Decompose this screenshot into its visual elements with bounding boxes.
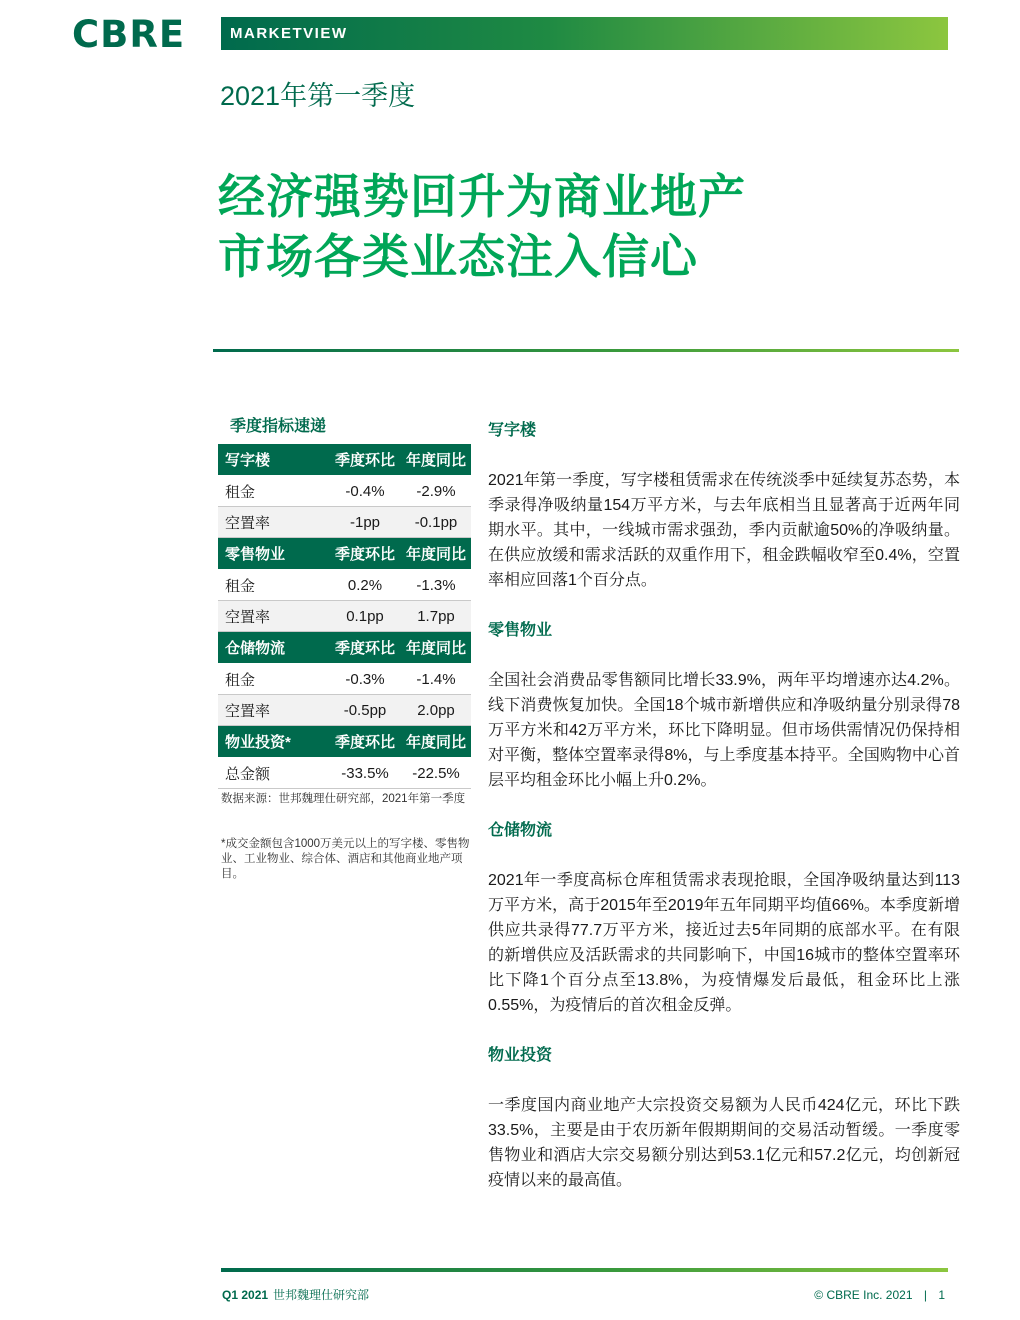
section-body-retail: 全国社会消费品零售额同比增长33.9%，两年平均增速亦达4.2%。线下消费恢复加快。全国18个城市新增供应和净吸纳量分别录得78万平方米和42万平方米，环比下降明显。但市场供需情况仍保持相对平衡，整体空置率录得8%，与上季度基本持平。全国购物中心首层平均租金环比小幅上升0.2%。 — [488, 672, 960, 789]
kpi-qoq-value: -0.3% — [329, 664, 401, 695]
kpi-row-label: 租金 — [218, 664, 329, 695]
kpi-yoy-value: -1.4% — [401, 664, 471, 695]
kpi-row — [218, 695, 471, 726]
section-heading-retail: 零售物业 — [488, 622, 553, 639]
kpi-qoq-value: -33.5% — [329, 758, 401, 789]
kpi-section-name: 写字楼 — [218, 444, 329, 476]
kpi-row-label: 空置率 — [218, 601, 329, 632]
kpi-row — [218, 664, 471, 695]
kpi-col-yoy: 年度同比 — [401, 632, 471, 664]
kpi-qoq-value: -0.5pp — [329, 695, 401, 726]
headline-line-1: 经济强势回升为商业地产 — [218, 170, 746, 223]
kpi-row — [218, 507, 471, 538]
kpi-yoy-value: -2.9% — [401, 476, 471, 507]
kpi-yoy-value: -1.3% — [401, 570, 471, 601]
kpi-section-name: 零售物业 — [218, 538, 329, 570]
section-heading-office: 写字楼 — [488, 422, 537, 439]
footer-separator: | — [923, 1288, 927, 1302]
source-note: 数据来源：世邦魏理仕研究部，2021年第一季度 — [221, 793, 466, 805]
sidebar-title: 季度指标速递 — [230, 418, 327, 435]
kpi-row — [218, 601, 471, 632]
kpi-section-header — [218, 444, 471, 476]
kpi-qoq-value: 0.2% — [329, 570, 401, 601]
kpi-qoq-value: 0.1pp — [329, 601, 401, 632]
section-body-office: 2021年第一季度，写字楼租赁需求在传统淡季中延续复苏态势，本季录得净吸纳量154万平方米，与去年底相当且显著高于近两年同期水平。其中，一线城市需求强劲，季内贡献逾50%的净吸纳量。在供应放缓和需求活跃的双重作用下，租金跌幅收窄至0.4%，空置率相应回落1个百分点。 — [488, 472, 960, 589]
kpi-row-label: 空置率 — [218, 507, 329, 538]
kpi-section-name: 仓储物流 — [218, 632, 329, 664]
report-quarter: 2021年第一季度 — [220, 81, 416, 111]
section-body-investment: 一季度国内商业地产大宗投资交易额为人民币424亿元，环比下跌33.5%，主要是由于农历新年假期期间的交易活动暂缓。一季度零售物业和酒店大宗交易额分别达到53.1亿元和57.2亿元，均创新冠疫情以来的最高值。 — [488, 1097, 960, 1189]
kpi-yoy-value: -0.1pp — [401, 507, 471, 538]
kpi-col-qoq: 季度环比 — [329, 444, 401, 476]
footnote: *成交金额包含1000万美元以上的写字楼、零售物业、工业物业、综合体、酒店和其他商业地产项目。 — [221, 838, 470, 880]
footer-divider — [221, 1268, 948, 1272]
kpi-row — [218, 570, 471, 601]
headline-line-2: 市场各类业态注入信心 — [218, 230, 698, 283]
kpi-row — [218, 758, 471, 789]
kpi-qoq-value: -1pp — [329, 507, 401, 538]
section-heading-logistics: 仓储物流 — [488, 822, 553, 839]
kpi-table — [218, 444, 471, 789]
footer-copyright: © CBRE Inc. 2021 — [814, 1288, 913, 1302]
headline-divider — [213, 349, 959, 352]
marketview-label: MARKETVIEW — [230, 25, 348, 42]
kpi-col-qoq: 季度环比 — [329, 538, 401, 570]
kpi-section-name: 物业投资* — [218, 726, 329, 758]
section-body-logistics: 2021年一季度高标仓库租赁需求表现抢眼，全国净吸纳量达到113万平方米，高于2015年至2019年五年同期平均值66%。本季度新增供应共录得77.7万平方米，接近过去5年同期的底部水平。在有限的新增供应及活跃需求的共同影响下，中国16城市的整体空置率环比下降1个百分点至13.8%，为疫情爆发后最低，租金环比上涨0.55%，为疫情后的首次租金反弹。 — [488, 872, 960, 1014]
kpi-col-yoy: 年度同比 — [401, 444, 471, 476]
kpi-qoq-value: -0.4% — [329, 476, 401, 507]
kpi-row-label: 租金 — [218, 570, 329, 601]
kpi-yoy-value: -22.5% — [401, 758, 471, 789]
kpi-row-label: 空置率 — [218, 695, 329, 726]
footer-right — [814, 1287, 945, 1303]
page-number: 1 — [938, 1288, 945, 1302]
kpi-section-header — [218, 538, 471, 570]
kpi-col-qoq: 季度环比 — [329, 632, 401, 664]
footer-period: Q1 2021 — [222, 1288, 269, 1302]
kpi-yoy-value: 2.0pp — [401, 695, 471, 726]
marketview-bar — [221, 17, 948, 50]
kpi-yoy-value: 1.7pp — [401, 601, 471, 632]
kpi-row — [218, 476, 471, 507]
kpi-row-label: 总金额 — [218, 758, 329, 789]
kpi-row-label: 租金 — [218, 476, 329, 507]
footer-org: 世邦魏理仕研究部 — [273, 1288, 370, 1302]
kpi-section-header — [218, 726, 471, 758]
footer-left — [222, 1287, 369, 1303]
headline — [218, 167, 918, 287]
kpi-col-qoq: 季度环比 — [329, 726, 401, 758]
kpi-col-yoy: 年度同比 — [401, 726, 471, 758]
kpi-col-yoy: 年度同比 — [401, 538, 471, 570]
section-heading-investment: 物业投资 — [488, 1047, 553, 1064]
cbre-logo: CBRE — [72, 13, 186, 56]
kpi-section-header — [218, 632, 471, 664]
